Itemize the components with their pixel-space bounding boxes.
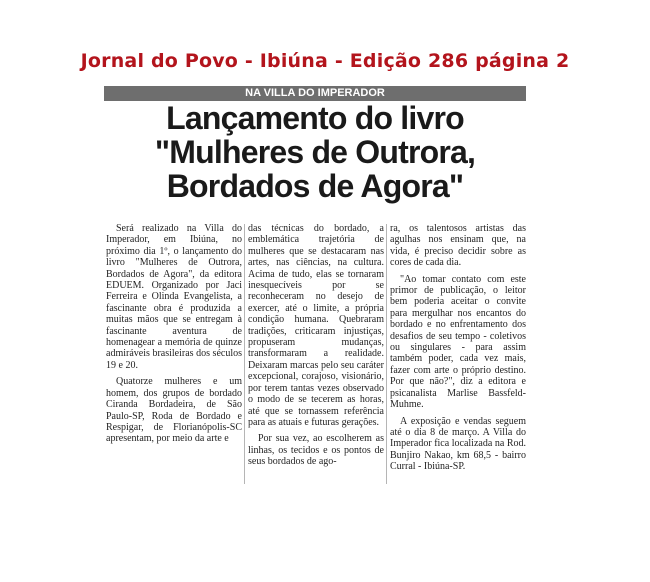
article-column-2 <box>248 223 384 468</box>
article-paragraph: ra, os talentosos artistas das agulhas nos ensinam que, na vida, é preciso decidir sobre as cores de cada dia. <box>390 223 526 269</box>
section-kicker: NA VILLA DO IMPERADOR <box>104 86 526 101</box>
article-column-1 <box>106 223 242 445</box>
article-paragraph: "Ao tomar contato com este primor de publicação, o leitor bem poderia aceitar o convite para mergulhar nos encantos do bordado e no enfrentamento dos desafios de seu tempo - coletivos ou singulares - para assim também poder, cada vez mais, fazer com arte o próprio destino. Por que não?", diz a editora e psicanalista Marlise Bassfeld-Muhme. <box>390 273 526 411</box>
headline-line: "Mulheres de Outrora, <box>154 134 476 170</box>
article-column-3 <box>390 223 526 473</box>
article-headline <box>100 101 530 203</box>
article-paragraph: Por sua vez, ao escolherem as linhas, os tecidos e os pontos de seus bordados de ago- <box>248 433 384 468</box>
article-paragraph: Quatorze mulheres e um homem, dos grupos de bordado Ciranda Bordadeira, de São Paulo-SP, Roda de Bordado e Respigar, de Florianópolis-SC apresentam, por meio da arte e <box>106 376 242 445</box>
newspaper-edition-header: Jornal do Povo - Ibiúna - Edição 286 página 2 <box>80 50 570 72</box>
headline-line: Bordados de Agora" <box>166 168 464 204</box>
article-paragraph: Será realizado na Villa do Imperador, em Ibiúna, no próximo dia 1º, o lançamento do livro "Mulheres de Outrora, Bordados de Agora", da editora EDUEM. Organizado por Jaci Ferreira e Olinda Evangelista, a fascinante obra é produzida a muitas mãos que se entregam à fascinante aventura de homenagear a memória de quinze admiráveis brasileiras dos séculos 19 e 20. <box>106 223 242 371</box>
article-paragraph: das técnicas do bordado, a emblemática trajetória de mulheres que se destacaram nas artes, nas ciências, na cultura. Acima de tudo, elas se tornaram inesquecíveis por se reconheceram no desejo de exercer, até o limite, a própria condição humana. Quebraram tradições, criticaram injustiças, propuseram mudanças, transformaram a realidade. Deixaram marcas pelo seu caráter excepcional, corajoso, visionário, por terem tantas vezes observado o modo de se tecerem as horas, até que se tornassem referência para as atuais e futuras gerações. <box>248 223 384 428</box>
headline-line: Lançamento do livro <box>166 100 464 136</box>
article-clipping <box>100 86 530 486</box>
column-divider <box>386 224 387 484</box>
column-divider <box>244 224 245 484</box>
article-paragraph: A exposição e vendas seguem até o dia 8 de março. A Villa do Imperador fica localizada na Rod. Bunjiro Nakao, km 68,5 - bairro Curral - Ibiúna-SP. <box>390 415 526 473</box>
